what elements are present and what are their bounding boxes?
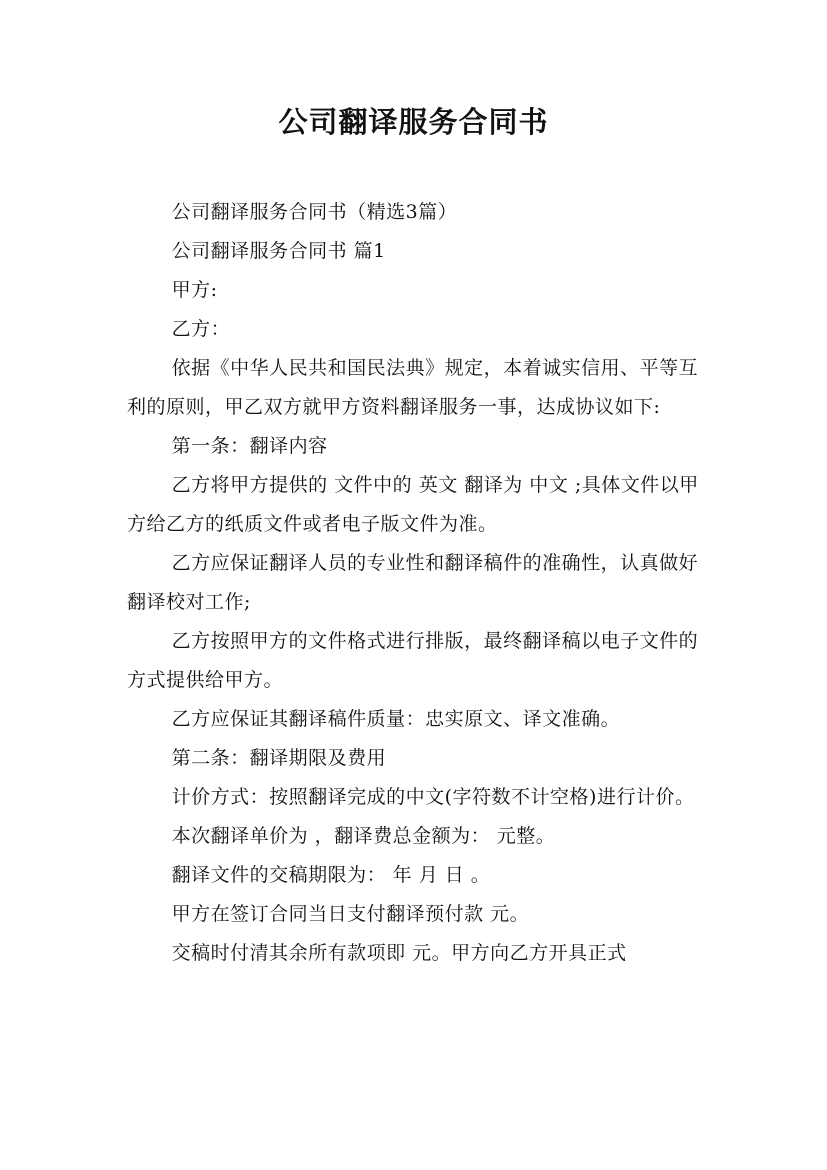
paragraph-article-1-heading: 第一条：翻译内容 [171,435,328,457]
paragraph-accuracy: 乙方应保证翻译人员的专业性和翻译稿件的准确性，认真做好翻译校对工作; [127,552,699,613]
paragraph-unit-price: 本次翻译单价为 ，翻译费总金额为： 元整。 [171,825,556,847]
document-title: 公司翻译服务合同书 [278,105,549,139]
paragraph-final-payment: 交稿时付清其余所有款项即 元。甲方向乙方开具正式 [171,942,627,964]
document-body [127,193,707,973]
paragraph-deadline: 翻译文件的交稿期限为： 年 月 日 。 [171,864,491,886]
paragraph-subtitle: 公司翻译服务合同书（精选3篇） [171,201,458,223]
paragraph-translation-content: 乙方将甲方提供的 文件中的 英文 翻译为 中文 ;具体文件以甲方给乙方的纸质文件或者电子版文件为准。 [127,474,699,535]
paragraph-advance-payment: 甲方在签订合同当日支付翻译预付款 元。 [171,903,530,925]
paragraph-quality: 乙方应保证其翻译稿件质量：忠实原文、译文准确。 [171,708,621,730]
paragraph-party-a: 甲方: [171,279,218,301]
paragraph-party-b: 乙方： [171,318,231,340]
paragraph-pricing-method: 计价方式：按照翻译完成的中文(字符数不计空格)进行计价。 [171,786,695,808]
paragraph-preamble: 依据《中华人民共和国民法典》规定，本着诚实信用、平等互利的原则，甲乙双方就甲方资料翻译服务一事，达成协议如下: [127,357,699,418]
paragraph-article-2-heading: 第二条：翻译期限及费用 [171,747,387,769]
paragraph-section-heading: 公司翻译服务合同书 篇1 [171,240,386,262]
paragraph-formatting: 乙方按照甲方的文件格式进行排版，最终翻译稿以电子文件的方式提供给甲方。 [127,630,699,691]
